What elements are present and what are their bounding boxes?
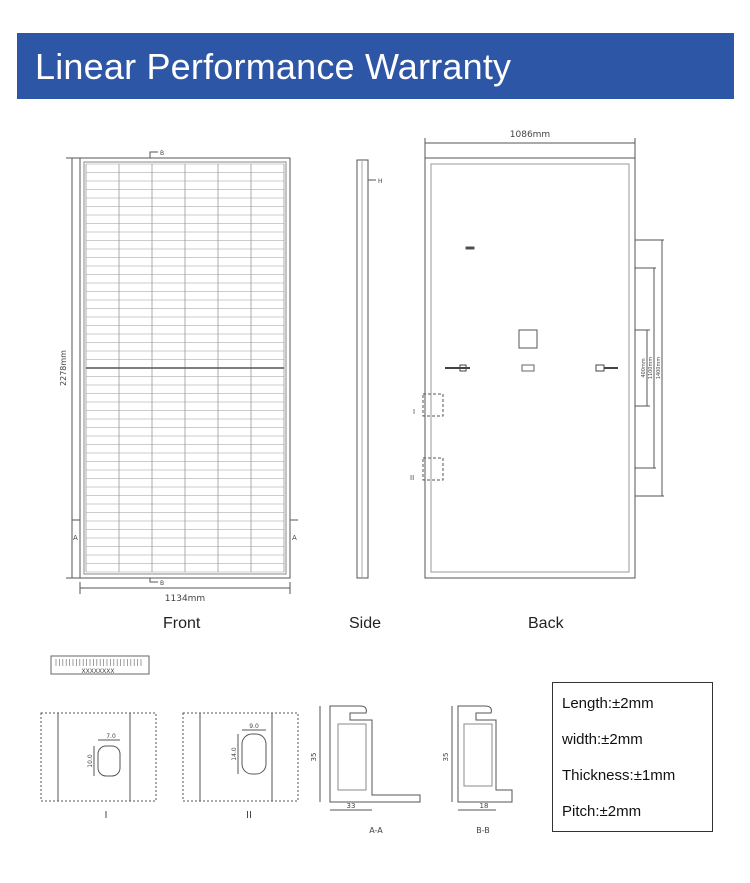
junction-box <box>519 330 537 348</box>
profile-aa <box>330 706 420 802</box>
connector-center <box>522 365 534 371</box>
dim-1100-label: 1100mm <box>648 356 654 380</box>
section-bb-height: 35 <box>442 752 450 762</box>
side-caption: Side <box>349 615 382 632</box>
section-bb-caption: B-B <box>476 826 490 835</box>
hole-ii-width: 9.0 <box>249 723 259 730</box>
section-a-label-left: A <box>73 534 78 542</box>
section-aa-height: 35 <box>310 752 318 762</box>
tolerance-width: width:±2mm <box>562 731 643 748</box>
profile-bb <box>458 706 512 802</box>
section-bb-width: 18 <box>479 802 489 810</box>
detail-i <box>41 713 156 801</box>
section-b-marker-bottom <box>150 578 158 582</box>
side-view <box>357 160 376 578</box>
front-caption: Front <box>163 615 201 632</box>
front-length-label: 2278mm <box>59 350 68 386</box>
page-title: Linear Performance Warranty <box>35 46 512 87</box>
section-b-label-bottom: B <box>160 580 165 587</box>
hole-i-width: 7.0 <box>106 733 116 740</box>
back-label <box>466 247 474 249</box>
detail-ii <box>183 713 298 801</box>
label-strip-code: XXXXXXXX <box>81 668 115 675</box>
hole-ii <box>242 734 266 774</box>
tolerance-box <box>552 682 713 832</box>
section-b-marker-top <box>150 152 158 158</box>
detail-ii-label: II <box>410 474 415 482</box>
front-view <box>66 152 298 594</box>
back-width-label: 1086mm <box>509 130 551 140</box>
tolerance-length: Length:±2mm <box>562 695 654 712</box>
detail-ii-box <box>423 458 443 480</box>
cell-grid <box>86 164 284 572</box>
hole-ii-height: 14.0 <box>231 747 238 761</box>
dim-1400-label: 1400mm <box>656 356 662 380</box>
section-a-label-right: A <box>292 534 297 542</box>
connector-right <box>596 365 604 371</box>
section-a-marker-right <box>290 520 298 526</box>
back-caption: Back <box>528 615 564 632</box>
tolerance-thickness: Thickness:±1mm <box>562 767 676 784</box>
detail-i-box <box>423 394 443 416</box>
hole-i <box>98 746 120 776</box>
side-h-label: H <box>378 178 383 185</box>
front-width-label: 1134mm <box>164 594 206 604</box>
section-b-label-top: B <box>160 150 165 157</box>
section-aa-caption: A-A <box>369 826 383 835</box>
section-aa <box>320 706 420 810</box>
back-view <box>423 138 664 578</box>
detail-i-label: I <box>413 408 416 416</box>
detail-ii-caption: II <box>246 810 252 821</box>
dim-400-label: 400mm <box>641 358 647 378</box>
section-aa-width: 33 <box>346 802 356 810</box>
section-a-marker-left <box>72 520 80 526</box>
detail-i-caption: I <box>104 810 108 821</box>
section-bb <box>452 706 512 810</box>
tolerance-pitch: Pitch:±2mm <box>562 803 642 820</box>
hole-i-height: 10.0 <box>87 754 94 768</box>
